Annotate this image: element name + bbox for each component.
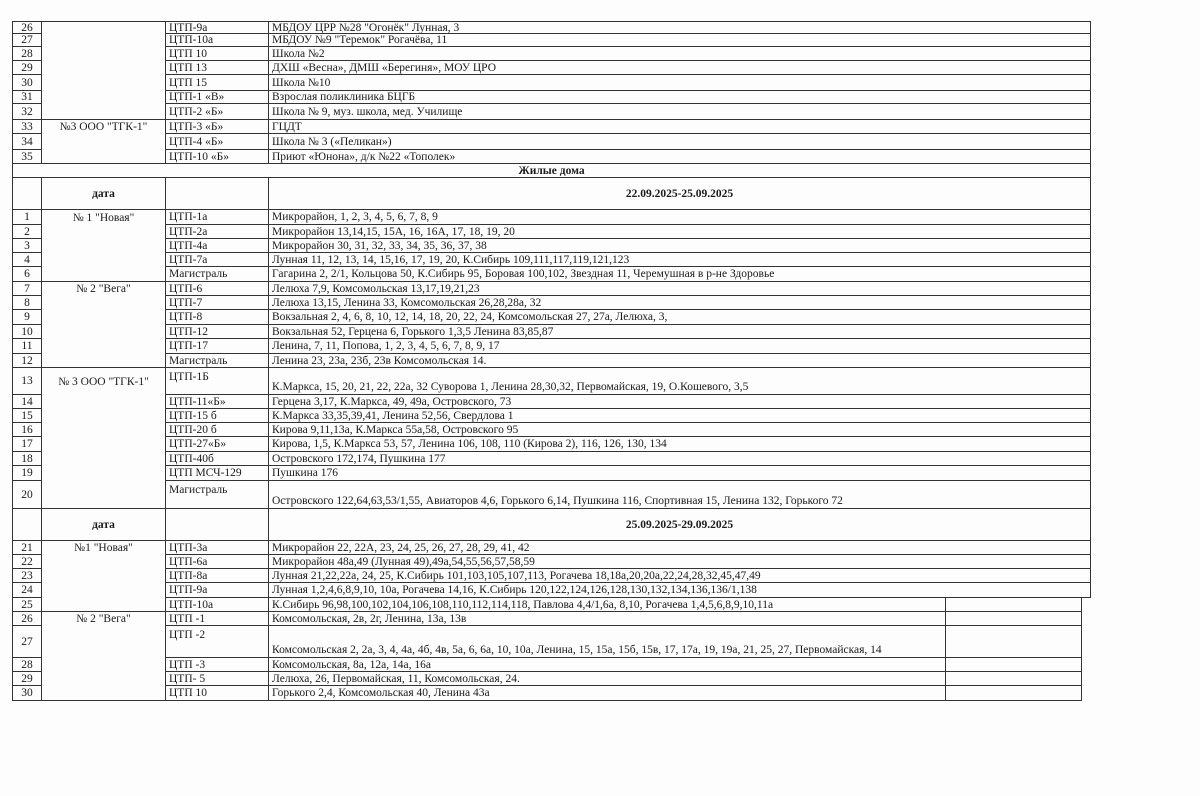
source-label (42, 310, 166, 325)
source-label: № 2 "Вега" (42, 612, 166, 626)
source-label (42, 61, 166, 75)
address-list: Школа №10 (269, 75, 1091, 91)
row-number: 3 (12, 239, 42, 253)
table-row (12, 437, 1091, 452)
table-row (12, 47, 1091, 61)
address-list: Приют «Юнона», д/к №22 «Тополек» (269, 150, 1091, 164)
row-number: 29 (12, 672, 42, 686)
address-list: К.Маркса, 15, 20, 21, 22, 22а, 32 Суворова 1, Ленина 28,30,32, Первомайская, 19, О.Кошевого, 3,5 (269, 368, 1091, 395)
address-list: Лелюха 13,15, Ленина 33, Комсомольская 26,28,28а, 32 (269, 296, 1091, 310)
period-blank (166, 509, 269, 541)
source-label (42, 452, 166, 466)
address-list: Горького 2,4, Комсомольская 40, Ленина 43а (269, 686, 946, 701)
table-row (12, 658, 1082, 672)
source-label (42, 466, 166, 481)
station-code: ЦТП -1 (166, 612, 269, 626)
source-label (42, 672, 166, 686)
address-list: Взрослая поликлиника БЦГБ (269, 91, 1091, 104)
table-row (12, 239, 1091, 253)
row-number: 26 (12, 21, 42, 34)
table-row (12, 267, 1091, 282)
source-label (42, 481, 166, 509)
table-row (12, 368, 1091, 395)
source-label (42, 437, 166, 452)
address-list: Комсомольская, 8а, 12а, 14а, 16а (269, 658, 946, 672)
station-code: ЦТП-8 (166, 310, 269, 325)
source-label: №1 "Новая" (42, 541, 166, 555)
station-code: ЦТП-7 (166, 296, 269, 310)
table-row (12, 61, 1091, 75)
station-code: ЦТП-8а (166, 569, 269, 583)
extra-column (946, 658, 1082, 672)
address-list: Кирова 9,11,13а, К.Маркса 55а,58, Островского 95 (269, 423, 1091, 437)
period-blank (12, 178, 42, 210)
table-row (12, 626, 1082, 658)
source-label: № 2 "Вега" (42, 282, 166, 296)
station-code: ЦТП-10 «Б» (166, 150, 269, 164)
source-label (42, 239, 166, 253)
row-number: 28 (12, 658, 42, 672)
date-range: 25.09.2025-29.09.2025 (269, 509, 1091, 541)
station-code: ЦТП-12 (166, 325, 269, 339)
address-list: Гагарина 2, 2/1, Кольцова 50, К.Сибирь 95, Боровая 100,102, Звездная 11, Черемушная в р-не Здоровье (269, 267, 1091, 282)
station-code: ЦТП-7а (166, 253, 269, 267)
address-list: Микрорайон 30, 31, 32, 33, 34, 35, 36, 37, 38 (269, 239, 1091, 253)
source-label (42, 626, 166, 658)
station-code: ЦТП-4 «Б» (166, 134, 269, 150)
source-label (42, 423, 166, 437)
row-number: 13 (12, 368, 42, 395)
source-label (42, 409, 166, 423)
source-label (42, 47, 166, 61)
station-code: ЦТП-2а (166, 225, 269, 239)
address-list: МБДОУ ЦРР №28 "Огонёк" Лунная, 3 (269, 21, 1091, 34)
table-row (12, 395, 1091, 409)
row-number: 6 (12, 267, 42, 282)
address-list: Лунная 21,22,22а, 24, 25, К.Сибирь 101,103,105,107,113, Рогачева 18,18а,20,20а,22,24,28,32,45,47,49 (269, 569, 1091, 583)
source-label (42, 296, 166, 310)
period-blank (166, 178, 269, 210)
table-row (12, 225, 1091, 239)
period-header-row (12, 509, 1091, 541)
address-list: Пушкина 176 (269, 466, 1091, 481)
source-label (42, 325, 166, 339)
row-number: 33 (12, 120, 42, 134)
row-number: 1 (12, 210, 42, 225)
address-list: Школа № 3 («Пеликан») (269, 134, 1091, 150)
date-range: 22.09.2025-25.09.2025 (269, 178, 1091, 210)
address-list: Лелюха 7,9, Комсомольская 13,17,19,21,23 (269, 282, 1091, 296)
table-row (12, 583, 1091, 598)
row-number: 14 (12, 395, 42, 409)
row-number: 18 (12, 452, 42, 466)
station-code: ЦТП 10 (166, 686, 269, 701)
table-row (12, 75, 1091, 91)
table-row (12, 296, 1091, 310)
station-code: ЦТП- 5 (166, 672, 269, 686)
table-row (12, 555, 1091, 569)
table-row (12, 310, 1091, 325)
row-number: 32 (12, 104, 42, 120)
address-list: Кирова, 1,5, К.Маркса 53, 57, Ленина 106, 108, 110 (Кирова 2), 116, 126, 130, 134 (269, 437, 1091, 452)
row-number: 19 (12, 466, 42, 481)
source-label: № 3 ООО "ТГК-1" (42, 368, 166, 395)
address-list: Микрорайон 22, 22А, 23, 24, 25, 26, 27, 28, 29, 41, 42 (269, 541, 1091, 555)
source-label (42, 267, 166, 282)
source-label (42, 658, 166, 672)
address-list: Микрорайон 13,14,15, 15А, 16, 16А, 17, 18, 19, 20 (269, 225, 1091, 239)
source-label (42, 253, 166, 267)
table-row (12, 150, 1091, 164)
row-number: 16 (12, 423, 42, 437)
source-label (42, 598, 166, 612)
station-code: ЦТП-9а (166, 583, 269, 598)
station-code: ЦТП-4а (166, 239, 269, 253)
address-list: Микрорайон 48а,49 (Лунная 49),49а,54,55,56,57,58,59 (269, 555, 1091, 569)
row-number: 34 (12, 134, 42, 150)
source-label (42, 583, 166, 598)
table-row (12, 409, 1091, 423)
row-number: 31 (12, 91, 42, 104)
table-row (12, 210, 1091, 225)
row-number: 35 (12, 150, 42, 164)
address-list: Школа № 9, муз. школа, мед. Училище (269, 104, 1091, 120)
table-row (12, 423, 1091, 437)
address-list: Герцена 3,17, К.Маркса, 49, 49а, Островского, 73 (269, 395, 1091, 409)
address-list: Ленина, 7, 11, Попова, 1, 2, 3, 4, 5, 6, 7, 8, 9, 17 (269, 339, 1091, 354)
row-number: 20 (12, 481, 42, 509)
station-code: ЦТП-3а (166, 541, 269, 555)
extra-column (946, 626, 1082, 658)
table-row (12, 452, 1091, 466)
table-row (12, 104, 1091, 120)
table-row (12, 672, 1082, 686)
address-list: Комсомольская 2, 2а, 3, 4, 4а, 4б, 4в, 5а, 6, 6а, 10, 10а, Ленина, 15, 15а, 15б, 15в, 17, 17а, 19, 19а, 21, 25, 27, Первомайская, 14 (269, 626, 946, 658)
address-list: Островского 122,64,63,53/1,55, Авиаторов 4,6, Горького 6,14, Пушкина 116, Спортивная 15, Ленина 132, Горького 72 (269, 481, 1091, 509)
source-label (42, 134, 166, 150)
row-number: 10 (12, 325, 42, 339)
station-code: Магистраль (166, 481, 269, 509)
row-number: 22 (12, 555, 42, 569)
station-code: ЦТП-1 «В» (166, 91, 269, 104)
address-list: МБДОУ №9 "Теремок" Рогачёва, 11 (269, 34, 1091, 47)
station-code: ЦТП-11«Б» (166, 395, 269, 409)
table-row (12, 34, 1091, 47)
table-row (12, 686, 1082, 701)
address-list: Ленина 23, 23а, 23б, 23в Комсомольская 14. (269, 354, 1091, 368)
station-code: ЦТП-3 «Б» (166, 120, 269, 134)
address-list: Лунная 11, 12, 13, 14, 15,16, 17, 19, 20, К.Сибирь 109,111,117,119,121,123 (269, 253, 1091, 267)
source-label (42, 150, 166, 164)
station-code: ЦТП-6 (166, 282, 269, 296)
row-number: 30 (12, 686, 42, 701)
table-row (12, 569, 1091, 583)
table-row (12, 120, 1091, 134)
address-list: Островского 172,174, Пушкина 177 (269, 452, 1091, 466)
table-row (12, 325, 1091, 339)
station-code: ЦТП МСЧ-129 (166, 466, 269, 481)
source-label (42, 555, 166, 569)
table-row (12, 134, 1091, 150)
station-code: Магистраль (166, 267, 269, 282)
row-number: 9 (12, 310, 42, 325)
table-row (12, 282, 1091, 296)
row-number: 28 (12, 47, 42, 61)
address-list: Вокзальная 52, Герцена 6, Горького 1,3,5 Ленина 83,85,87 (269, 325, 1091, 339)
address-list: Комсомольская, 2в, 2г, Ленина, 13а, 13в (269, 612, 946, 626)
source-label (42, 75, 166, 91)
period-blank (12, 509, 42, 541)
table-row (12, 541, 1091, 555)
source-label (42, 395, 166, 409)
section-title-row (12, 164, 1091, 178)
extra-column (946, 612, 1082, 626)
station-code: Магистраль (166, 354, 269, 368)
station-code: ЦТП 13 (166, 61, 269, 75)
address-list: Вокзальная 2, 4, 6, 8, 10, 12, 14, 18, 20, 22, 24, Комсомольская 27, 27а, Лелюха, 3, (269, 310, 1091, 325)
table-row (12, 481, 1091, 509)
extra-column (946, 598, 1082, 612)
row-number: 23 (12, 569, 42, 583)
source-label (42, 339, 166, 354)
row-number: 15 (12, 409, 42, 423)
extra-column (946, 686, 1082, 701)
date-label: дата (42, 178, 166, 210)
station-code: ЦТП 15 (166, 75, 269, 91)
station-code: ЦТП-2 «Б» (166, 104, 269, 120)
row-number: 2 (12, 225, 42, 239)
address-list: К.Сибирь 96,98,100,102,104,106,108,110,112,114,118, Павлова 4,4/1,6а, 8,10, Рогачева 1,4,5,6,8,9,10,11а (269, 598, 946, 612)
address-list: Лунная 1,2,4,6,8,9,10, 10а, Рогачева 14,16, К.Сибирь 120,122,124,126,128,130,132,134,136,136/1,138 (269, 583, 1091, 598)
row-number: 8 (12, 296, 42, 310)
row-number: 27 (12, 34, 42, 47)
station-code: ЦТП-1Б (166, 368, 269, 395)
table-row (12, 253, 1091, 267)
station-code: ЦТП -3 (166, 658, 269, 672)
source-label (42, 91, 166, 104)
row-number: 26 (12, 612, 42, 626)
address-list: ДХШ «Весна», ДМШ «Берегиня», МОУ ЦРО (269, 61, 1091, 75)
station-code: ЦТП-27«Б» (166, 437, 269, 452)
address-list: К.Маркса 33,35,39,41, Ленина 52,56, Свердлова 1 (269, 409, 1091, 423)
row-number: 21 (12, 541, 42, 555)
station-code: ЦТП-40б (166, 452, 269, 466)
source-label (42, 354, 166, 368)
station-code: ЦТП-15 б (166, 409, 269, 423)
table-row (12, 91, 1091, 104)
row-number: 25 (12, 598, 42, 612)
table-row (12, 354, 1091, 368)
address-list: Лелюха, 26, Первомайская, 11, Комсомольская, 24. (269, 672, 946, 686)
row-number: 27 (12, 626, 42, 658)
source-label: №3 ООО "ТГК-1" (42, 120, 166, 134)
source-label (42, 225, 166, 239)
source-label (42, 569, 166, 583)
source-label (42, 21, 166, 34)
row-number: 30 (12, 75, 42, 91)
address-list: Микрорайон, 1, 2, 3, 4, 5, 6, 7, 8, 9 (269, 210, 1091, 225)
table-row (12, 612, 1082, 626)
table-row (12, 21, 1091, 34)
address-list: Школа №2 (269, 47, 1091, 61)
row-number: 4 (12, 253, 42, 267)
row-number: 11 (12, 339, 42, 354)
table-row (12, 466, 1091, 481)
source-label (42, 104, 166, 120)
station-code: ЦТП-20 б (166, 423, 269, 437)
station-code: ЦТП 10 (166, 47, 269, 61)
address-list: ГЦДТ (269, 120, 1091, 134)
source-label (42, 34, 166, 47)
section-title: Жилые дома (12, 164, 1091, 178)
station-code: ЦТП-10а (166, 34, 269, 47)
source-label: № 1 "Новая" (42, 210, 166, 225)
date-label: дата (42, 509, 166, 541)
station-code: ЦТП-1а (166, 210, 269, 225)
row-number: 24 (12, 583, 42, 598)
station-code: ЦТП-17 (166, 339, 269, 354)
table-row (12, 339, 1091, 354)
row-number: 12 (12, 354, 42, 368)
station-code: ЦТП-6а (166, 555, 269, 569)
source-label (42, 686, 166, 701)
station-code: ЦТП-9а (166, 21, 269, 34)
row-number: 29 (12, 61, 42, 75)
row-number: 7 (12, 282, 42, 296)
station-code: ЦТП-10а (166, 598, 269, 612)
row-number: 17 (12, 437, 42, 452)
period-header-row (12, 178, 1091, 210)
station-code: ЦТП -2 (166, 626, 269, 658)
table-row (12, 598, 1082, 612)
extra-column (946, 672, 1082, 686)
